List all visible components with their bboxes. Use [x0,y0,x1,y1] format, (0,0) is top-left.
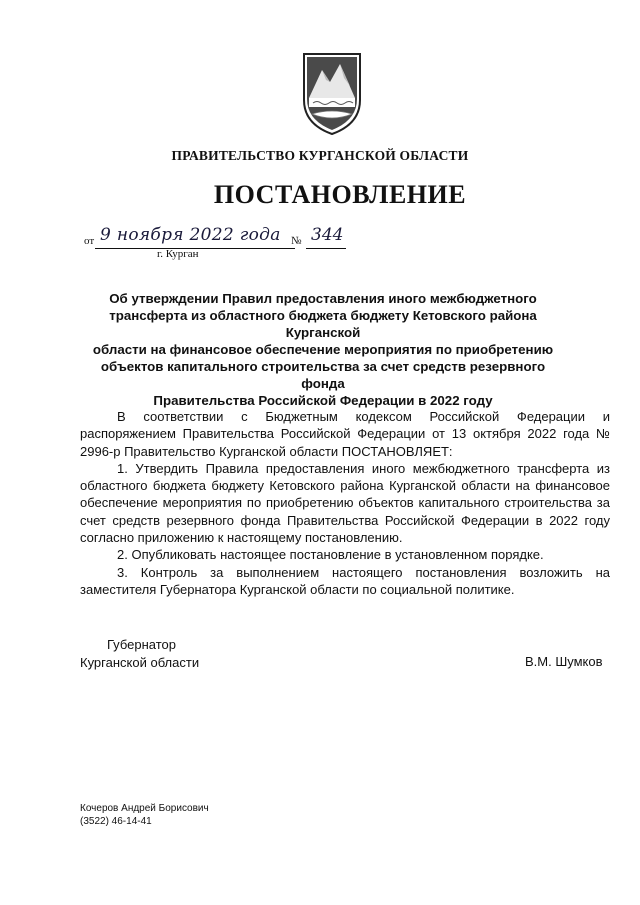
item-1: 1. Утвердить Правила предоставления иного межбюджетного трансферта из областного бюджета бюджету Кетовского района Курганской области на финансовое обеспечение мероприятия по приобретению объектов капитального строительства за счет средств резервного фонда Правительства Российской Федерации в 2022 году согласно приложению к настоящему постановлению. [80,460,610,546]
item-2: 2. Опубликовать настоящее постановление в установленном порядке. [117,547,544,563]
title-line: Правительства Российской Федерации в 2022 году [153,393,493,408]
date-prefix: от [84,235,95,247]
signatory-position [80,636,199,672]
kurgan-region-coat-of-arms-icon [300,50,364,136]
signatory-name: В.М. Шумков [525,654,603,669]
city: г. Курган [157,248,199,260]
position-region: Курганской области [80,655,200,670]
number-label: № [291,235,302,247]
document-type: ПОСТАНОВЛЕНИЕ [213,180,467,209]
executor-name: Кочеров Андрей Борисович [80,803,209,814]
document-title [78,290,568,409]
handwritten-date: 9 ноября 2022 года [100,225,281,245]
executor-phone: (3522) 46-14-41 [80,816,152,827]
title-line: трансферта из областного бюджета бюджету Кетовского района Курганской [109,308,537,340]
item-3: 3. Контроль за выполнением настоящего постановления возложить на заместителя Губернатора Курганской области по социальной политике. [80,564,610,597]
document-body [80,408,610,598]
title-line: области на финансовое обеспечение мероприятия по приобретению [92,342,554,357]
executor-info [80,802,209,828]
date-number-row [80,224,380,248]
title-line: объектов капитального строительства за счет средств резервного фонда [100,359,546,391]
number-underline [306,248,346,249]
handwritten-number: 344 [311,225,344,245]
preamble: В соответствии с Бюджетным кодексом Российской Федерации и распоряжением Правительства Российской Федерации от 13 октября 2022 года № 2996-р Правительство Курганской области ПОСТАНОВЛЯЕТ: [80,409,610,459]
position-title: Губернатор [107,637,176,652]
government-name: ПРАВИТЕЛЬСТВО КУРГАНСКОЙ ОБЛАСТИ [171,148,469,163]
title-line: Об утверждении Правил предоставления иного межбюджетного [109,291,537,306]
